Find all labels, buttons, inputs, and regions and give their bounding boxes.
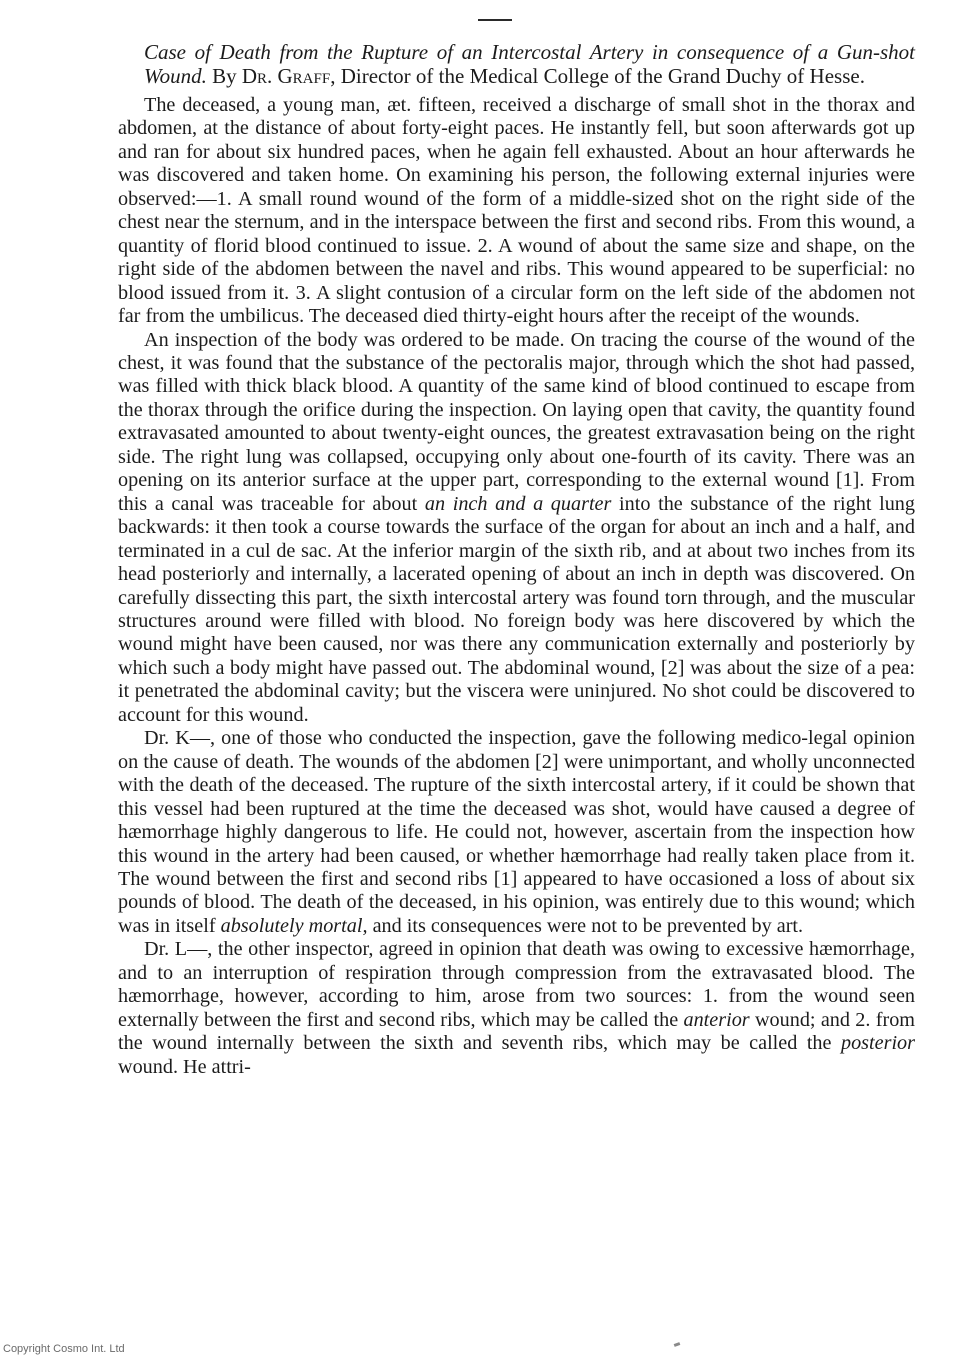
header-rule xyxy=(478,19,512,21)
paragraph-4 xyxy=(118,938,915,1079)
paragraph-italic: absolutely mortal, xyxy=(220,914,368,937)
paragraph-2 xyxy=(118,329,915,728)
title-italic: Case of Death from the Rupture of an Intercostal Artery in consequence of a Gun-shot Wound. xyxy=(144,40,915,88)
paragraph-text: Dr. K—, one of those who conducted the inspection, gave the following medico-legal opinion on the cause of death. The wounds of the abdomen [2] were unimportant, and wholly unconnected with the death of the deceased. The rupture of the sixth intercostal artery, if it could be shown that this vessel had been ruptured at the time the deceased was shot, would have caused a degree of hæmorrhage highly dangerous to life. He could not, however, ascertain from the inspection how this wound in the artery had been caused, or whether hæmorrhage had really taken place from it. The wound between the first and second ribs [1] appeared to have occasioned a loss of about six pounds of blood. The death of the deceased, in his opinion, was entirely due to this wound; which was in itself xyxy=(118,727,915,937)
paragraph-1 xyxy=(118,94,915,329)
paragraph-italic: posterior xyxy=(840,1032,915,1055)
article-title xyxy=(118,40,915,88)
paragraph-text: and its consequences were not to be prevented by art. xyxy=(367,914,804,937)
title-by: By xyxy=(212,64,237,88)
title-affiliation: Director of the Medical College of the Grand Duchy of Hesse. xyxy=(340,64,865,88)
page-mark xyxy=(674,1342,681,1347)
paragraph-3 xyxy=(118,727,915,938)
paragraph-italic: anterior xyxy=(683,1008,750,1031)
paragraph-text: Dr. L—, the other inspector, agreed in opinion that death was owing to excessive hæmorrhage, and to an interruption of respiration through compression from the extravasated blood. The hæmorrhage, however, according to him, arose from two sources: 1. from the wound seen externally between the first and second ribs, which may be called the xyxy=(118,938,915,1031)
paragraph-text: The deceased, a young man, æt. fifteen, received a discharge of small shot in the thorax and abdomen, at the distance of about forty-eight paces. He instantly fell, but soon afterwards got up and ran for about six hundred paces, when he again fell exhausted. About an hour afterwards he was discovered and taken home. On examining his person, the following external injuries were observed:—1. A small round wound of the form of a middle-sized shot on the right side of the chest near the sternum, and in the interspace between the first and second ribs. From this wound, a quantity of florid blood continued to issue. 2. A wound of about the same size and shape, on the right side of the abdomen between the navel and ribs. This wound appeared to be superficial: no blood issued from it. 3. A slight contusion of a circular form on the left side of the abdomen not far from the umbilicus. The deceased died thirty-eight hours after the receipt of the wounds. xyxy=(118,94,915,328)
paragraph-text: An inspection of the body was ordered to be made. On tracing the course of the wound of the chest, it was found that the substance of the pectoralis major, through which the shot had passed, was filled with thick black blood. A quantity of the same kind of blood continued to escape from the thorax through the orifice during the inspection. On laying open that cavity, the quantity found extravasated amounted to about twenty-eight ounces, the greatest extravasation being on the right side. The right lung was collapsed, occupying only about one-fourth of its cavity. There was an opening on its anterior surface at the upper part, corresponding to the external wound [1]. From this a canal was traceable for about xyxy=(118,328,915,515)
paragraph-text: wound; and 2. from the wound internally between the sixth and seventh ribs, which may be called the xyxy=(118,1008,915,1055)
article xyxy=(118,40,915,1079)
copyright-notice: Copyright Cosmo Int. Ltd xyxy=(3,1343,125,1355)
title-author: Dr. Graff, xyxy=(241,64,336,88)
paragraph-text: into the substance of the right lung backwards: it then took a course towards the surface of the organ for about an inch and a half, and terminated in a cul de sac. At the inferior margin of the sixth rib, and at about two inches from its head posteriorly and internally, a lacerated opening of about an inch in depth was discovered. On carefully dissecting this part, the sixth intercostal artery was found torn through, and the muscular structures around were filled with blood. No foreign body was here discovered by which the wound might have been caused, nor was there any communication externally and posteriorly by which such a body might have passed out. The abdominal wound, [2] was about the size of a pea: it penetrated the abdominal cavity; but the viscera were uninjured. No shot could be discovered to account for this wound. xyxy=(118,492,915,726)
paragraph-text: wound. He attri- xyxy=(118,1055,251,1078)
paragraph-italic: an inch and a quarter xyxy=(424,492,612,515)
